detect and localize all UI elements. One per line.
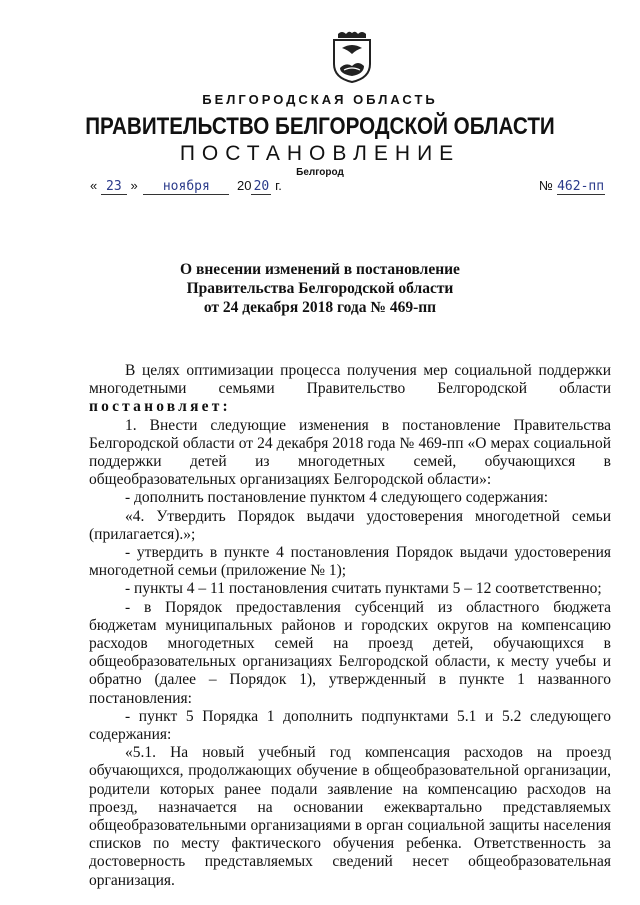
resolution-word: постановляет:: [89, 398, 231, 416]
document-number: [539, 178, 605, 195]
date-year-suffix: 20: [251, 180, 271, 195]
paragraph: В целях оптимизации процесса получения мер социальной поддержки многодетными семьями Правительство Белгородской области: [89, 362, 611, 398]
date-month: ноября: [143, 180, 229, 195]
paragraph: - в Порядок предоставления субсенций из областного бюджета бюджетам муниципальных районов и городских округов на компенсацию расходов многодетных семей на проезд детей, обучающихся в общеобразовательных организациях Белгородской области, к месту учебы и обратно (далее – Порядок 1), утвержденный в пункте 1 названного постановления:: [89, 598, 611, 707]
document-title: [0, 260, 640, 317]
coat-of-arms-icon: [328, 28, 376, 84]
region-heading: БЕЛГОРОДСКАЯ ОБЛАСТЬ: [202, 92, 438, 107]
date-year-prefix: 20: [236, 178, 252, 193]
date-year-unit: г.: [275, 178, 282, 193]
number-label: №: [539, 178, 553, 193]
paragraph: «5.1. На новый учебный год компенсация расходов на проезд обучающихся, продолжающих обучение в общеобразовательной организации, родители которых ранее подали заявление на компенсацию расходов на проезд, назначается на основании ежеквартально представляемых общеобразовательными организациями в орган социальной защиты населения списков по месту фактического обучения ребенка. Ответственность за достоверность представляемых сведений несет общеобразовательная организация.: [89, 744, 611, 889]
paragraph: 1. Внести следующие изменения в постановление Правительства Белгородской области от 24 декабря 2018 года № 469-пп «О мерах социальной поддержки детей из многодетных семей, обучающихся в общеобразовательных организациях Белгородской области»:: [89, 416, 611, 489]
number-value: 462-пп: [557, 179, 605, 194]
paragraph: - пункт 5 Порядка 1 дополнить подпунктами 5.1 и 5.2 следующего содержания:: [89, 707, 611, 744]
paragraph: - дополнить постановление пунктом 4 следующего содержания:: [125, 489, 549, 507]
date-open-quote: «: [90, 178, 98, 193]
paragraph: - пункты 4 – 11 постановления считать пунктами 5 – 12 соответственно;: [125, 580, 602, 598]
document-date: [90, 178, 282, 195]
title-line: О внесении изменений в постановление: [180, 261, 460, 278]
paragraph: - утвердить в пункте 4 постановления Порядок выдачи удостоверения многодетной семьи (приложение № 1);: [89, 544, 611, 580]
date-day: 23: [101, 180, 127, 195]
city-label: Белгород: [296, 167, 344, 178]
document-body: [89, 362, 611, 890]
government-heading: ПРАВИТЕЛЬСТВО БЕЛГОРОДСКОЙ ОБЛАСТИ: [85, 113, 555, 140]
title-line: от 24 декабря 2018 года № 469-пп: [203, 299, 437, 316]
document-type: ПОСТАНОВЛЕНИЕ: [179, 142, 461, 165]
date-close-quote: »: [130, 178, 138, 193]
title-line: Правительства Белгородской области: [186, 280, 454, 297]
paragraph: «4. Утвердить Порядок выдачи удостоверения многодетной семьи (прилагается).»;: [89, 507, 611, 543]
